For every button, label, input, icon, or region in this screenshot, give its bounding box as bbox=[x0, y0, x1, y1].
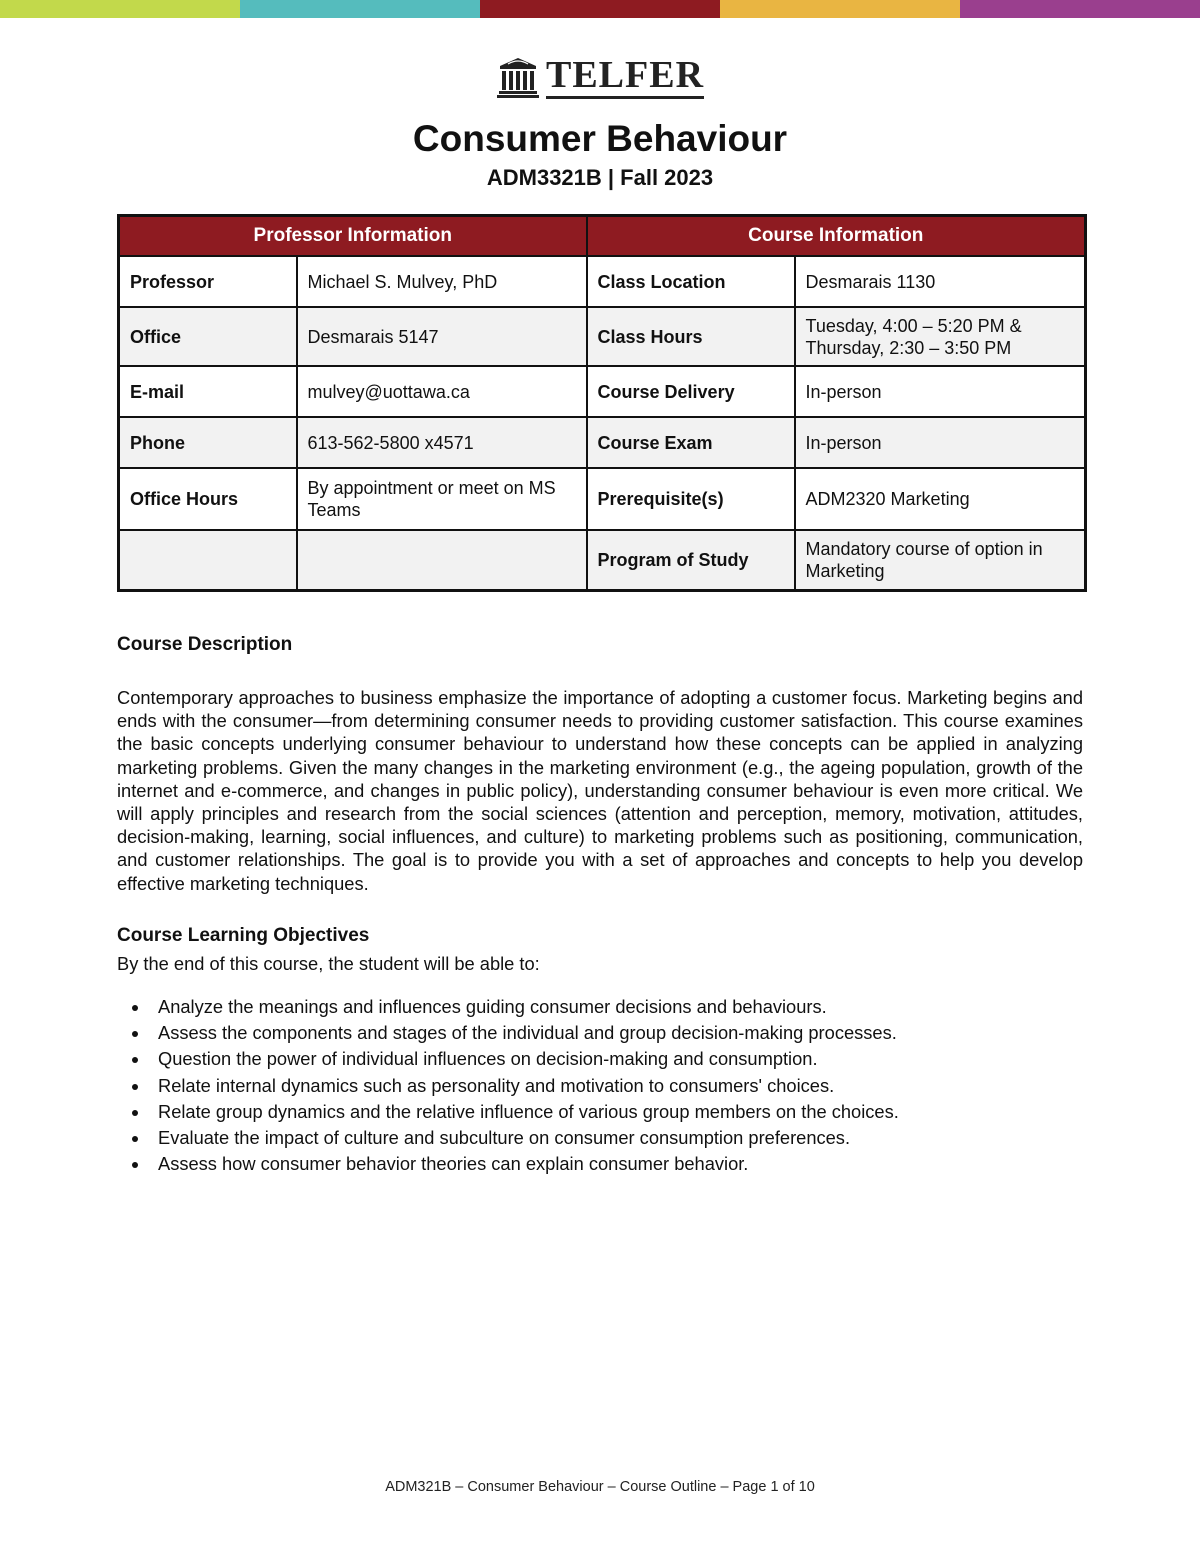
list-item bbox=[117, 1073, 1083, 1099]
building-columns-icon bbox=[496, 56, 540, 98]
table-row bbox=[119, 468, 1086, 530]
row-label: Class Location bbox=[587, 256, 795, 307]
row-label: E-mail bbox=[119, 366, 297, 417]
row-value: Desmarais 5147 bbox=[297, 307, 587, 366]
table-header-row bbox=[119, 216, 1086, 257]
row-value bbox=[297, 530, 587, 590]
bullet-icon bbox=[132, 1057, 138, 1063]
row-label: Class Hours bbox=[587, 307, 795, 366]
row-label: Program of Study bbox=[587, 530, 795, 590]
course-description-heading: Course Description bbox=[117, 634, 293, 655]
table-row bbox=[119, 307, 1086, 366]
objective-text: Analyze the meanings and influences guiding consumer decisions and behaviours. bbox=[158, 996, 827, 1017]
page-title: Consumer Behaviour bbox=[412, 118, 788, 159]
logo-wordmark: TELFER bbox=[546, 54, 704, 99]
bullet-icon bbox=[132, 1136, 138, 1142]
professor-info-header: Professor Information bbox=[119, 216, 587, 257]
bullet-icon bbox=[132, 1031, 138, 1037]
stripe-segment bbox=[960, 0, 1200, 18]
objective-text: Question the power of individual influences on decision-making and consumption. bbox=[158, 1048, 818, 1070]
objective-text: Evaluate the impact of culture and subculture on consumer consumption preferences. bbox=[158, 1127, 851, 1149]
row-label: Office Hours bbox=[119, 468, 297, 530]
course-info-header: Course Information bbox=[587, 216, 1086, 257]
list-item bbox=[117, 994, 1083, 1020]
bullet-icon bbox=[132, 1110, 138, 1116]
bullet-icon bbox=[132, 1084, 138, 1090]
list-item bbox=[117, 1151, 1083, 1177]
list-item bbox=[117, 1020, 1083, 1046]
table-row bbox=[119, 417, 1086, 468]
objectives-intro: By the end of this course, the student will be able to: bbox=[117, 953, 540, 974]
course-info-table bbox=[117, 214, 1087, 592]
stripe-segment bbox=[480, 0, 720, 18]
page-footer: ADM321B – Consumer Behaviour – Course Outline – Page 1 of 10 bbox=[385, 1479, 815, 1495]
course-description-text: Contemporary approaches to business emphasize the importance of adopting a customer focus. Marketing begins and ends with the consumer—from determining consumer needs to providing customer satisfaction. This course examines the basic concepts underlying consumer behaviour to understand how these concepts can be applied in analyzing marketing problems. Given the many changes in the marketing environment (e.g., the ageing population, growth of the internet and e-commerce, and changes in public policy), understanding consumer behaviour is even more critical. We will apply principles and research from the social sciences (attention and perception, memory, motivation, attitudes, decision-making, learning, social influences, and culture) to marketing problems such as positioning, communication, and customer relationships. The goal is to provide you with a set of approaches and concepts to help you develop effective marketing techniques. bbox=[117, 687, 1083, 894]
objective-text: Assess the components and stages of the individual and group decision-making processes. bbox=[158, 1022, 897, 1044]
objective-text: Relate internal dynamics such as personality and motivation to consumers' choices. bbox=[158, 1074, 835, 1096]
row-value: mulvey@uottawa.ca bbox=[297, 366, 587, 417]
table-row bbox=[119, 530, 1086, 590]
table-row bbox=[119, 366, 1086, 417]
row-label: Professor bbox=[119, 256, 297, 307]
table-row bbox=[119, 256, 1086, 307]
bullet-icon bbox=[132, 1162, 138, 1168]
row-value: ADM2320 Marketing bbox=[795, 468, 1086, 530]
objective-text: Relate group dynamics and the relative influence of various group members on the choices. bbox=[158, 1100, 899, 1122]
row-label: Prerequisite(s) bbox=[587, 468, 795, 530]
course-code-term: ADM3321B | Fall 2023 bbox=[486, 165, 714, 190]
list-item bbox=[117, 1099, 1083, 1125]
stripe-segment bbox=[240, 0, 480, 18]
row-label: Course Delivery bbox=[587, 366, 795, 417]
stripe-segment bbox=[720, 0, 960, 18]
row-label: Office bbox=[119, 307, 297, 366]
list-item bbox=[117, 1125, 1083, 1151]
row-label: Course Exam bbox=[587, 417, 795, 468]
bullet-icon bbox=[132, 1005, 138, 1011]
telfer-logo bbox=[0, 54, 1200, 99]
row-value: Mandatory course of option in Marketing bbox=[795, 530, 1086, 590]
color-stripe bbox=[0, 0, 1200, 18]
row-label bbox=[119, 530, 297, 590]
objectives-list bbox=[117, 994, 1083, 1177]
learning-objectives-heading: Course Learning Objectives bbox=[117, 925, 370, 946]
row-value: Tuesday, 4:00 – 5:20 PM & Thursday, 2:30 – 3:50 PM bbox=[795, 307, 1086, 366]
stripe-segment bbox=[0, 0, 240, 18]
objective-text: Assess how consumer behavior theories can explain consumer behavior. bbox=[158, 1153, 749, 1175]
row-value: By appointment or meet on MS Teams bbox=[297, 468, 587, 530]
row-value: In-person bbox=[795, 366, 1086, 417]
row-value: Michael S. Mulvey, PhD bbox=[297, 256, 587, 307]
row-value: In-person bbox=[795, 417, 1086, 468]
row-value: Desmarais 1130 bbox=[795, 256, 1086, 307]
row-label: Phone bbox=[119, 417, 297, 468]
list-item bbox=[117, 1046, 1083, 1072]
row-value: 613-562-5800 x4571 bbox=[297, 417, 587, 468]
